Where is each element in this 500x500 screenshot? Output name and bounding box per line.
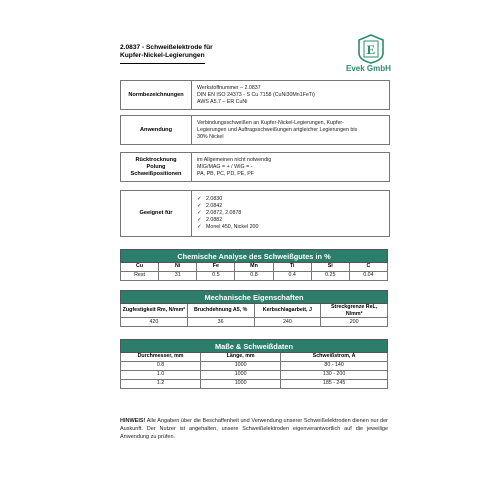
chem-col-header: Si xyxy=(311,263,349,272)
suitable-item: ✓ 2.0830 xyxy=(197,196,385,203)
dimensions-table xyxy=(120,339,388,389)
chem-col-header: Cu xyxy=(121,263,159,272)
mechanical-title: Mechanische Eigenschaften xyxy=(121,291,388,304)
chem-value: 0.25 xyxy=(311,271,349,280)
polarity-label: Polung xyxy=(146,163,166,170)
drying-label: Rücktrocknung xyxy=(135,156,177,163)
process-values xyxy=(197,153,385,181)
suitable-item: ✓ 2.0872, 2.0878 xyxy=(197,210,385,217)
mech-value: 200 xyxy=(321,318,388,327)
chemical-title: Chemische Analyse des Schweißgutes in % xyxy=(121,250,388,263)
chemical-table xyxy=(120,249,388,281)
dim-col-header: Länge, mm xyxy=(201,353,281,362)
chem-value: 0.5 xyxy=(197,271,235,280)
note-text: Alle Angaben über die Beschaffenheit und Verwendung unserer Schweißelektroden dienen nur der Auskunft. Der Nutzer ist angehalten, unsere Schweißelektroden eigenverantwortlich auf die jeweilige Anwendung zu prüfen. xyxy=(120,418,388,440)
suitable-item: ✓ 2.0842 xyxy=(197,203,385,210)
dim-col-header: Schweißstrom, A xyxy=(281,353,388,362)
chem-value: 31 xyxy=(159,271,197,280)
current-cell: 80 - 140 xyxy=(281,361,388,370)
chem-value: 0.4 xyxy=(273,271,311,280)
brand-name: Evek GmbH xyxy=(346,64,391,73)
document-title xyxy=(120,44,213,60)
dim-col-header: Durchmesser, mm xyxy=(121,353,201,362)
suitable-item: ✓ 2.0882 xyxy=(197,217,385,224)
application-block xyxy=(120,115,390,145)
note-label: HINWEIS! xyxy=(120,418,146,424)
positions-label: Schweißpositionen xyxy=(130,170,182,177)
evek-logo-icon xyxy=(356,34,386,64)
suitable-block xyxy=(120,190,390,237)
table-row xyxy=(121,379,388,388)
title-line-1: 2.0837 - Schweißelektrode für xyxy=(120,44,213,51)
mech-col-header: Kerbschlagarbeit, J xyxy=(254,304,321,318)
designation-line: Werkstoffnummer – 2.0837 xyxy=(197,84,261,91)
positions-value: PA, PB, PC, PD, PE, PF xyxy=(197,170,255,177)
dimensions-title: Maße & Schweißdaten xyxy=(121,340,388,353)
mech-col-header: Streckgrenze ReL, N/mm² xyxy=(321,304,388,318)
designation-line: AWS A5.7 – ER CuNi xyxy=(197,98,248,105)
diameter-cell: 0.8 xyxy=(121,361,201,370)
mech-value: 36 xyxy=(187,318,254,327)
designations-values xyxy=(197,81,385,109)
mechanical-table xyxy=(120,290,388,327)
mech-value: 240 xyxy=(254,318,321,327)
process-labels xyxy=(121,153,192,181)
current-cell: 185 - 245 xyxy=(281,379,388,388)
mech-col-header: Bruchdehnung A5, % xyxy=(187,304,254,318)
polarity-value: MIG/MAG = + / WIG = - xyxy=(197,163,253,170)
application-values xyxy=(197,116,385,144)
length-cell: 1000 xyxy=(201,379,281,388)
mech-value: 420 xyxy=(121,318,188,327)
designation-line: DIN EN ISO 24373 - S Cu 7158 (CuNi30Mn1FeTi) xyxy=(197,91,315,98)
chem-col-header: Mn xyxy=(235,263,273,272)
logo-letter: E xyxy=(366,42,376,57)
suitable-item: ✓ Monel 450, Nickel 200 xyxy=(197,224,385,231)
chem-value: 0.04 xyxy=(349,271,387,280)
length-cell: 1000 xyxy=(201,361,281,370)
length-cell: 1000 xyxy=(201,370,281,379)
diameter-cell: 1.2 xyxy=(121,379,201,388)
designations-label: Normbezeichnungen xyxy=(121,81,192,109)
title-underline xyxy=(120,63,205,64)
diameter-cell: 1.0 xyxy=(121,370,201,379)
chem-col-header: Ni xyxy=(159,263,197,272)
process-block xyxy=(120,152,390,182)
application-label: Anwendung xyxy=(121,116,192,144)
current-cell: 130 - 200 xyxy=(281,370,388,379)
application-line: Legierungen und Auftragsschweißungen artgleicher Legierungen bis xyxy=(197,126,358,133)
chem-col-header: Ti xyxy=(273,263,311,272)
disclaimer-note xyxy=(120,417,388,441)
application-line: 30% Nickel xyxy=(197,133,224,140)
drying-value: im Allgemeinen nicht notwendig xyxy=(197,156,272,163)
chem-value: 0.8 xyxy=(235,271,273,280)
table-row xyxy=(121,370,388,379)
chem-col-header: C xyxy=(349,263,387,272)
title-line-2: Kupfer-Nickel-Legierungen xyxy=(120,52,205,59)
chem-value: Rest xyxy=(121,271,159,280)
suitable-list xyxy=(197,191,385,236)
table-row xyxy=(121,361,388,370)
designations-block xyxy=(120,80,390,110)
suitable-label: Geeignet für xyxy=(121,191,192,236)
application-line: Verbindungsschweißen an Kupfer-Nickel-Legierungen, Kupfer- xyxy=(197,119,344,126)
mech-col-header: Zugfestigkeit Rm, N/mm² xyxy=(121,304,188,318)
chem-col-header: Fe xyxy=(197,263,235,272)
